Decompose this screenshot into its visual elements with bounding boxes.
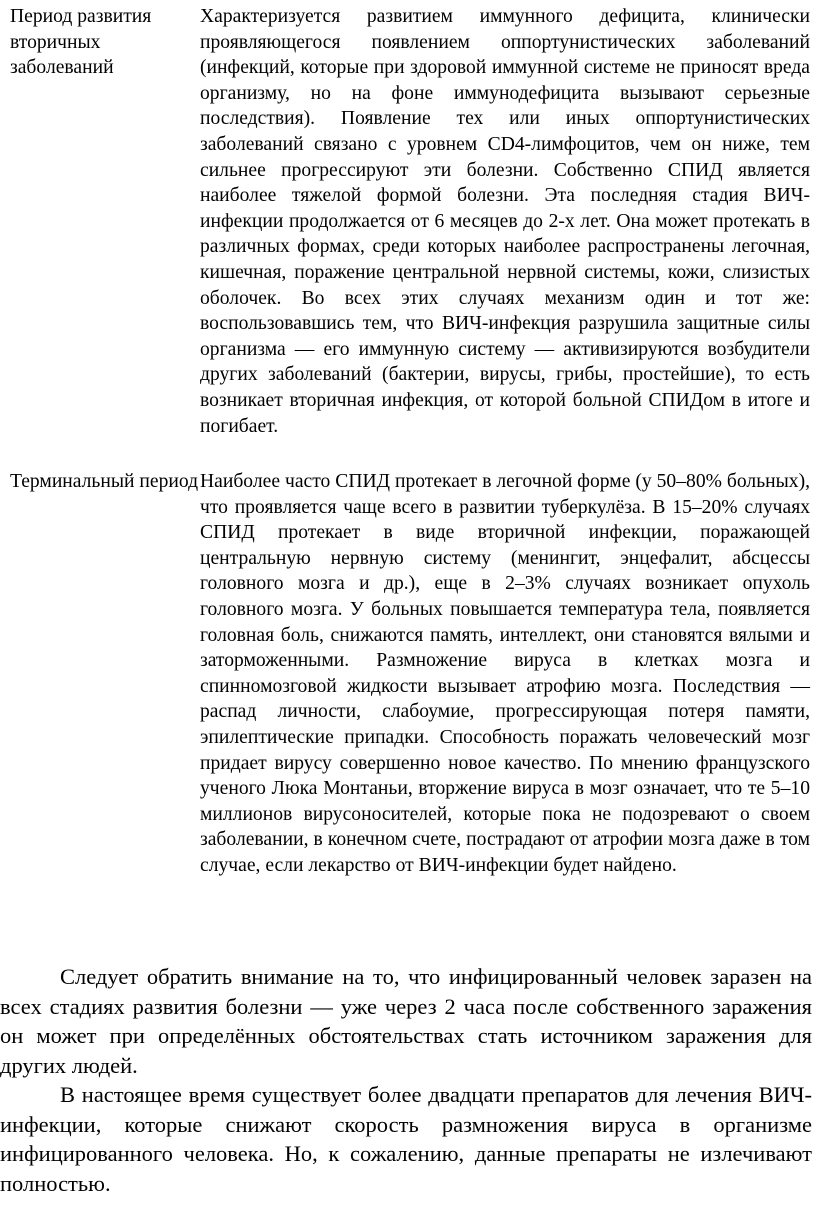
hiv-stages-table <box>10 4 810 879</box>
table-row <box>10 469 810 879</box>
stage-description-cell: Характеризуется развитием иммунного дефицита, клинически проявляющегося появлением оппортунистических заболеваний (инфекций, которые при здоровой иммунной системе не приносят вреда организму, но на фоне иммунодефицита вызывают серьезные последствия). Появление тех или иных оппортунистических заболеваний связано с уровнем CD4-лимфоцитов, чем он ниже, тем сильнее прогрессируют эти болезни. Собственно СПИД является наиболее тяжелой формой болезни. Эта последняя стадия ВИЧ-инфекции продолжается от 6 месяцев до 2-х лет. Она может протекать в различных формах, среди которых наиболее распространены легочная, кишечная, поражение центральной нервной системы, кожи, слизистых оболочек. Во всех этих случаях механизм один и тот же: воспользовавшись тем, что ВИЧ-инфекция разрушила защитные силы организма — его иммунную систему — активизируются возбудители других заболеваний (бактерии, вирусы, грибы, простейшие), то есть возникает вторичная инфекция, от которой больной СПИДом в итоге и погибает. <box>200 6 810 437</box>
paragraph-contagiousness: Следует обратить внимание на то, что инфицированный человек заразен на всех стадиях развития болезни — уже через 2 часа после собственного заражения он может при определённых обстоятельствах стать источником заражения для других людей. <box>0 964 812 1078</box>
stage-name-cell: Период развития вторичных заболеваний <box>10 6 152 79</box>
paragraph-treatment: В настоящее время существует более двадцати препаратов для лечения ВИЧ-инфекции, которые снижают скорость размножения вируса в организме инфицированного человека. Но, к сожалению, данные препараты не излечивают полностью. <box>0 1082 812 1196</box>
table-row <box>10 4 810 469</box>
body-text <box>0 962 812 1198</box>
stage-description-cell: Наиболее часто СПИД протекает в легочной форме (у 50–80% больных), что проявляется чаще всего в развитии туберкулёза. В 15–20% случаях СПИД протекает в виде вторичной инфекции, поражающей центральную нервную систему (менингит, энцефалит, абсцессы головного мозга и др.), еще в 2–3% случаях возникает опухоль головного мозга. У больных повышается температура тела, появляется головная боль, снижаются память, интеллект, они становятся вялыми и заторможенными. Размножение вируса в клетках мозга и спинномозговой жидкости вызывает атрофию мозга. Последствия — распад личности, слабоумие, прогрессирующая потеря памяти, эпилептические припадки. Способность поражать человеческий мозг придает вирусу совершенно новое качество. По мнению французского ученого Люка Монтаньи, вторжение вируса в мозг означает, что те 5–10 миллионов вирусоносителей, которые пока не подозревают о своем заболевании, в конечном счете, пострадают от атрофии мозга даже в том случае, если лекарство от ВИЧ-инфекции будет найдено. <box>200 471 810 876</box>
stage-name-cell: Терминальный период <box>10 471 199 493</box>
